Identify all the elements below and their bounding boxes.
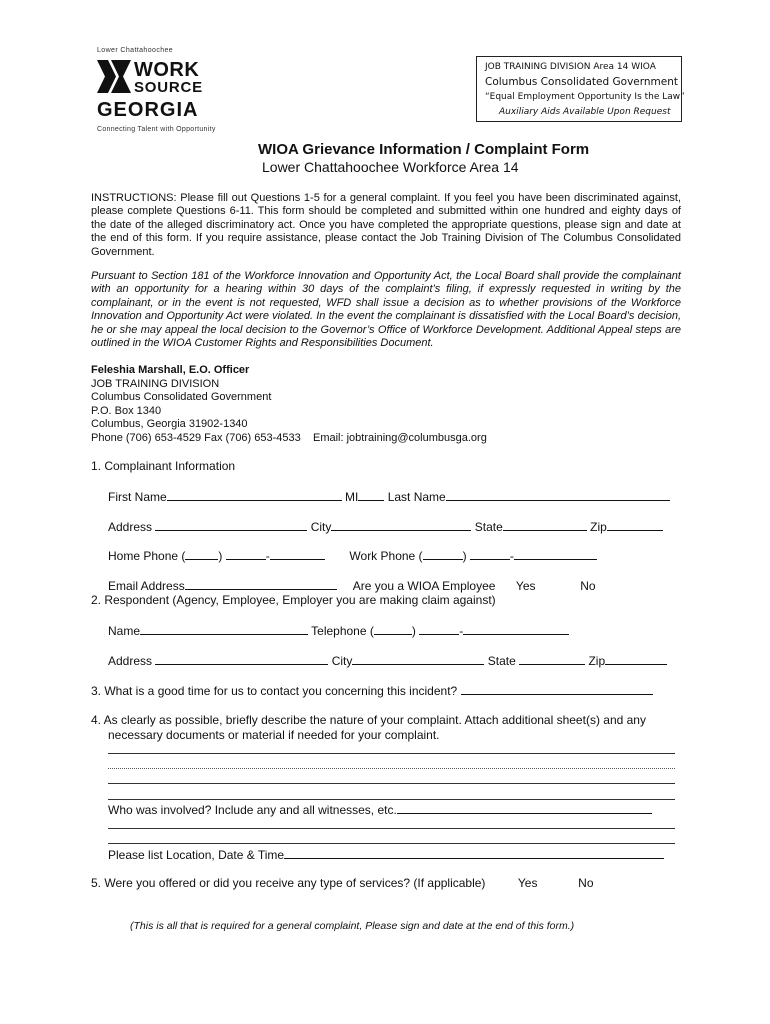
contact-org: Columbus Consolidated Government — [91, 391, 272, 403]
q1-email-row — [108, 578, 596, 593]
logo-work-text: WORK — [134, 59, 200, 81]
home-phone-area-field[interactable] — [185, 548, 218, 560]
home-phone-label: Home Phone ( — [108, 549, 186, 563]
infobox-eeo: “Equal Employment Opportunity Is the Law” — [485, 92, 685, 102]
witness-line-2[interactable] — [108, 843, 675, 844]
form-title: WIOA Grievance Information / Complaint Form — [258, 141, 590, 158]
respondent-zip-label: Zip — [588, 654, 606, 668]
dash: - — [265, 549, 270, 563]
work-phone-label: Work Phone ( — [349, 549, 423, 563]
general-complaint-note: (This is all that is required for a general complaint, Please sign and date at the end of this form.) — [130, 920, 575, 932]
respondent-phone-prefix-field[interactable] — [419, 623, 459, 635]
respondent-zip-field[interactable] — [605, 653, 667, 665]
services-no-option[interactable]: No — [578, 876, 594, 890]
q1-name-row — [108, 489, 670, 504]
respondent-name-label: Name — [108, 624, 141, 638]
q1-address-row — [108, 519, 663, 534]
q1-phone-row — [108, 548, 597, 563]
complaint-description-line-3[interactable] — [108, 783, 675, 784]
home-phone-prefix-field[interactable] — [226, 548, 266, 560]
contact-po-box: P.O. Box 1340 — [91, 404, 162, 417]
q2-name-row — [108, 623, 569, 638]
email-label: Email Address — [108, 579, 185, 593]
officer-name: Feleshia Marshall, E.O. Officer — [91, 364, 250, 376]
q5-row — [91, 876, 594, 890]
who-involved-label: Who was involved? Include any and all witnesses, etc. — [108, 803, 397, 817]
work-phone-line-field[interactable] — [514, 548, 597, 560]
logo-georgia-text: GEORGIA — [97, 99, 199, 121]
complaint-description-line-2[interactable] — [108, 768, 675, 769]
q4-who-row — [108, 802, 652, 817]
eo-officer-contact — [91, 364, 487, 445]
address-field[interactable] — [155, 519, 307, 531]
paren-close: ) — [411, 624, 416, 638]
wioa-employee-label: Are you a WIOA Employee — [352, 579, 496, 593]
complaint-description-line-1[interactable] — [108, 753, 675, 754]
q2-heading: 2. Respondent (Agency, Employee, Employer you are making claim against) — [91, 593, 496, 607]
contact-phones: Phone (706) 653-4529 Fax (706) 653-4533 — [91, 431, 301, 444]
respondent-state-label: State — [487, 654, 516, 668]
city-field[interactable] — [331, 519, 471, 531]
home-phone-line-field[interactable] — [270, 548, 325, 560]
logo-region-name: Lower Chattahoochee — [97, 47, 174, 54]
q5-question: 5. Were you offered or did you receive any type of services? (If applicable) — [91, 876, 486, 890]
form-subtitle: Lower Chattahoochee Workforce Area 14 — [262, 159, 519, 175]
infobox-aux-aids: Auxiliary Aids Available Upon Request — [499, 107, 671, 117]
email-field[interactable] — [185, 578, 337, 590]
first-name-label: First Name — [108, 490, 167, 504]
logo-tagline: Connecting Talent with Opportunity — [97, 126, 216, 133]
respondent-telephone-label: Telephone ( — [311, 624, 374, 638]
q1-heading: 1. Complainant Information — [91, 459, 236, 473]
contact-division: JOB TRAINING DIVISION — [91, 377, 220, 390]
contact-email: Email: jobtraining@columbusga.org — [313, 431, 487, 444]
dash: - — [459, 624, 464, 638]
instructions-paragraph: INSTRUCTIONS: Please fill out Questions 1-5 for a general complaint. If you feel you have been discriminated against, please complete Questions 6-11. This form should be completed and submitted within one hundred and eighty days of the date of the alleged discriminatory act. Once you have completed the appropriate questions, please sign and date at the end of this form. If you require assistance, please contact the Job Training Division of The Columbus Consolidated Government. — [91, 192, 681, 258]
q2-address-row — [108, 653, 667, 668]
city-label: City — [310, 520, 332, 534]
division-info-box — [476, 56, 685, 122]
services-yes-option[interactable]: Yes — [517, 876, 538, 890]
q3-question: 3. What is a good time for us to contact you concerning this incident? — [91, 684, 458, 698]
location-date-time-field[interactable] — [284, 847, 664, 859]
respondent-city-field[interactable] — [352, 653, 484, 665]
wioa-employee-yes-option[interactable]: Yes — [515, 579, 536, 593]
who-involved-field[interactable] — [397, 802, 652, 814]
first-name-field[interactable] — [167, 489, 342, 501]
respondent-phone-line-field[interactable] — [463, 623, 569, 635]
q3-row — [91, 683, 653, 698]
pursuant-paragraph: Pursuant to Section 181 of the Workforce Innovation and Opportunity Act, the Local Board shall provide the complainant with an opportunity for a hearing within 30 days of the complaint’s filing, if expressly requested in writing by the complainant, or in the event is not requested, WFD shall issue a decision as to whether provisions of the Workforce Innovation and Opportunity Act were violated. In the event the complainant is dissatisfied with the Local Board’s decision, he or she may appeal the local decision to the Governor’s Office of Workforce Development. Additional Appeal steps are outlined in the WIOA Customer Rights and Responsibilities Document. — [91, 270, 681, 350]
respondent-state-field[interactable] — [519, 653, 585, 665]
respondent-name-field[interactable] — [140, 623, 308, 635]
worksource-x-logo-icon — [97, 60, 131, 93]
wioa-employee-no-option[interactable]: No — [580, 579, 596, 593]
location-date-time-label: Please list Location, Date & Time — [108, 848, 285, 862]
address-label: Address — [108, 520, 153, 534]
last-name-label: Last Name — [387, 490, 446, 504]
complaint-description-line-4[interactable] — [108, 799, 675, 800]
mi-label: MI — [345, 490, 359, 504]
paren-close: ) — [462, 549, 467, 563]
mi-field[interactable] — [358, 489, 384, 501]
zip-label: Zip — [590, 520, 607, 534]
q3-answer-field[interactable] — [461, 683, 653, 695]
logo-source-text: SOURCE — [134, 79, 203, 96]
paren-close: ) — [218, 549, 223, 563]
witness-line-1[interactable] — [108, 828, 675, 829]
work-phone-prefix-field[interactable] — [470, 548, 510, 560]
respondent-address-label: Address — [108, 654, 153, 668]
infobox-division: JOB TRAINING DIVISION Area 14 WIOA — [485, 62, 656, 72]
respondent-city-label: City — [331, 654, 353, 668]
contact-city: Columbus, Georgia 31902-1340 — [91, 418, 248, 430]
dash: - — [509, 549, 514, 563]
last-name-field[interactable] — [446, 489, 670, 501]
q4-line1: 4. As clearly as possible, briefly describe the nature of your complaint. Attach additional sheet(s) and any — [91, 713, 646, 727]
state-label: State — [474, 520, 503, 534]
state-field[interactable] — [503, 519, 587, 531]
q4-location-row — [108, 847, 664, 862]
infobox-government: Columbus Consolidated Government — [485, 76, 678, 88]
work-phone-area-field[interactable] — [423, 548, 463, 560]
q4-line2: necessary documents or material if needed for your complaint. — [108, 728, 440, 742]
respondent-address-field[interactable] — [155, 653, 328, 665]
respondent-phone-area-field[interactable] — [374, 623, 412, 635]
zip-field[interactable] — [607, 519, 663, 531]
